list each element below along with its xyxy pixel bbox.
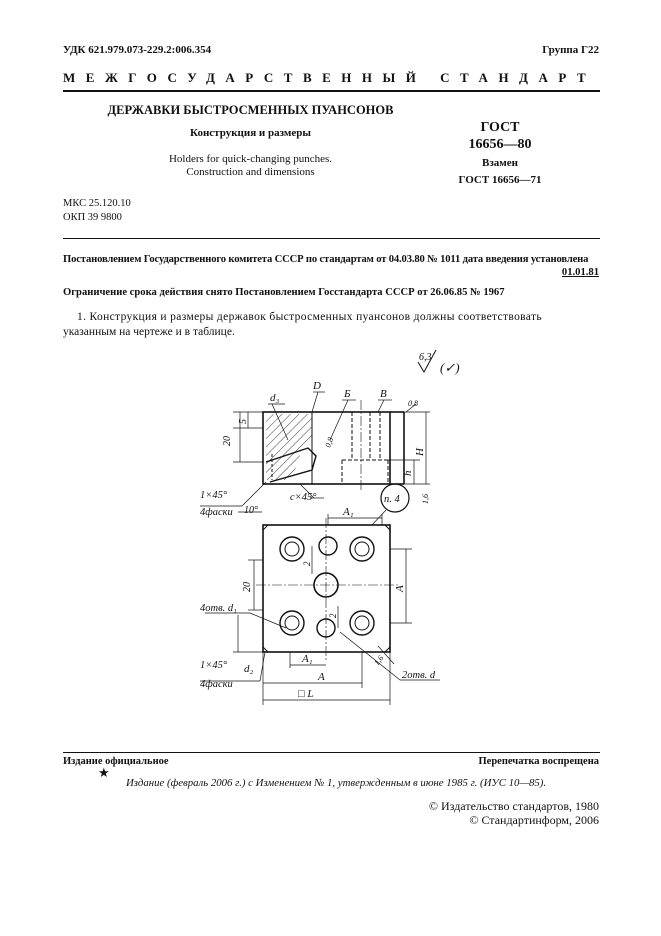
label-a-bot: A	[318, 671, 325, 683]
label-h: h	[402, 470, 414, 476]
label-a1-bot: A₁	[302, 653, 313, 665]
label-dim-5: 5	[238, 419, 249, 424]
reprint-prohibited: Перепечатка воспрещена	[478, 756, 599, 767]
label-dim-20-top: 20	[222, 436, 233, 446]
replaces-label: Взамен	[482, 157, 518, 169]
label-b: B	[380, 388, 387, 400]
mks-code: МКС 25.120.10	[63, 198, 131, 209]
label-dim-20-mid: 20	[242, 582, 253, 592]
label-dim-2-mid: 2	[328, 613, 338, 618]
label-b-cyr: Б	[344, 388, 351, 400]
roughness-paren: (✓)	[440, 360, 460, 375]
limitation-text: Ограничение срока действия снято Постановлением Госстандарта СССР от 26.06.85 № 1967	[63, 287, 505, 298]
official-edition: Издание официальное	[63, 756, 169, 767]
english-title-line1: Holders for quick-changing punches.	[168, 153, 333, 165]
copyright-2006: © Стандартинформ, 2006	[469, 813, 599, 827]
label-note-p4: п. 4	[384, 494, 400, 505]
decree-text: Постановлением Государственного комитета СССР по стандартам от 04.03.80 № 1011 дата введения установлена	[63, 254, 589, 265]
replaces-gost: ГОСТ 16656—71	[458, 174, 542, 186]
label-chamfer-bot: 1×45°	[200, 660, 228, 671]
label-holes-d1: 4отв. d₁	[200, 603, 237, 614]
okp-code: ОКП 39 9800	[63, 212, 122, 223]
group-code: Группа Г22	[542, 44, 599, 56]
footer-rule	[63, 752, 600, 753]
label-roughness-16: 1,6	[421, 494, 430, 504]
copyright-1980: © Издательство стандартов, 1980	[428, 799, 599, 813]
front-view	[263, 400, 404, 492]
label-d2: d₂	[244, 663, 254, 675]
standard-banner: МЕЖГОСУДАРСТВЕННЫЙ СТАНДАРТ	[63, 70, 597, 85]
label-four-chamfers-top: 4фаски	[200, 507, 233, 518]
udk-code: УДК 621.979.073-229.2:006.354	[63, 44, 212, 56]
document-subtitle: Конструкция и размеры	[190, 127, 311, 139]
label-holes-d: 2отв. d	[402, 670, 436, 681]
label-size-l: □ L	[298, 688, 314, 700]
label-angle-10: 10°	[244, 505, 258, 516]
roughness-value: 6,3	[419, 352, 432, 363]
label-a1-top: A₁	[343, 506, 354, 518]
document-title: ДЕРЖАВКИ БЫСТРОСМЕННЫХ ПУАНСОНОВ	[107, 103, 394, 117]
paragraph-1-line1: 1. Конструкция и размеры державок быстросменных пуансонов должны соответствовать	[77, 311, 542, 323]
label-chamfer-top: 1×45°	[200, 490, 228, 501]
star-mark: ★	[98, 766, 110, 781]
label-roughness-mid: 0,8	[323, 436, 336, 449]
plan-view	[256, 518, 398, 660]
label-dim-2-top: 2	[302, 561, 312, 566]
label-roughness-16-bot: 1,6	[372, 653, 386, 668]
decree-date: 01.01.81	[561, 267, 599, 278]
label-roughness-top: 0,8	[408, 399, 418, 408]
label-d: D	[313, 380, 321, 392]
label-d3: d₃	[270, 392, 280, 404]
label-four-chamfers-bot: 4фаски	[200, 679, 233, 690]
gost-number: 16656—80	[468, 137, 532, 152]
edition-note: Издание (февраль 2006 г.) с Изменением № 1, утвержденным в июне 1985 г. (ИУС 10—85).	[126, 777, 547, 789]
label-height: H	[414, 448, 426, 456]
label-c45: c×45°	[290, 492, 317, 503]
label-a-side: A	[394, 585, 406, 592]
english-title-line2: Construction and dimensions	[186, 166, 315, 178]
paragraph-1-line2: указанным на чертеже и в таблице.	[63, 326, 235, 338]
gost-label: ГОСТ	[480, 120, 520, 135]
